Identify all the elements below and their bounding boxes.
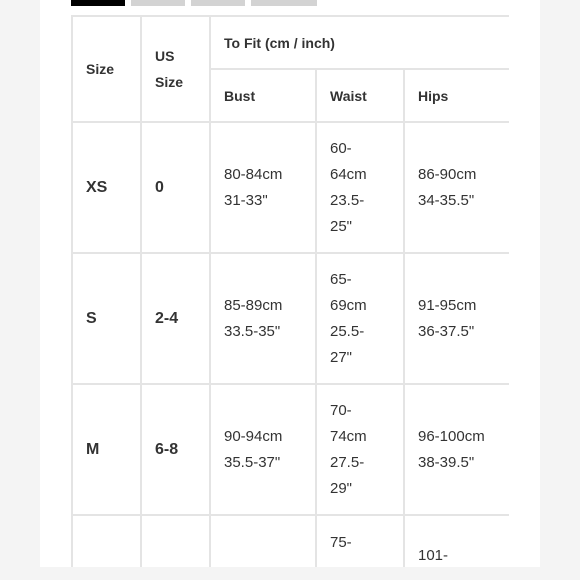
cell-hips-cm: 96-100cm (418, 427, 485, 445)
cell-size: XS (72, 122, 141, 253)
cell-waist (316, 384, 404, 515)
cell-bust-inch: 31-33" (224, 191, 268, 209)
cell-hips-cm: 91-95cm (418, 296, 477, 314)
cell-waist-line: 25.5- (330, 322, 365, 340)
header-bust: Bust (210, 69, 316, 122)
cell-waist-line: 27" (330, 348, 353, 366)
cell-hips (404, 253, 509, 384)
cell-waist (316, 122, 404, 253)
cell-bust-inch: 33.5-35" (224, 322, 281, 340)
size-chart-panel (40, 0, 540, 567)
table-row (72, 384, 509, 515)
cell-hips (404, 384, 509, 515)
cell-bust-cm: 80-84cm (224, 165, 283, 183)
table-row (72, 253, 509, 384)
cell-size: M (72, 384, 141, 515)
tab-4[interactable] (251, 0, 317, 6)
header-hips: Hips (404, 69, 509, 122)
header-us-size-line2: Size (155, 74, 184, 90)
cell-waist-line: 65- (330, 270, 352, 288)
cell-bust (210, 384, 316, 515)
cell-hips-cm: 101- (418, 547, 449, 564)
cell-bust-inch: 35.5-37" (224, 453, 281, 471)
cell-waist (316, 515, 404, 567)
size-table (71, 15, 509, 567)
cell-waist-line: 27.5- (330, 453, 365, 471)
tab-2[interactable] (131, 0, 185, 6)
cell-us-size: 0 (141, 122, 210, 253)
cell-bust (210, 253, 316, 384)
table-row (72, 122, 509, 253)
cell-size (72, 515, 141, 567)
header-us-size-line1: US (155, 48, 175, 64)
cell-bust (210, 515, 316, 567)
tab-3[interactable] (191, 0, 245, 6)
cell-us-size: 2-4 (141, 253, 210, 384)
cell-waist-line: 29" (330, 479, 353, 497)
cell-waist-line: 60- (330, 139, 352, 157)
table-header-row (72, 16, 509, 69)
cell-hips (404, 515, 509, 567)
cell-waist-line: 74cm (330, 427, 367, 445)
cell-bust-cm: 90-94cm (224, 427, 283, 445)
cell-us-size (141, 515, 210, 567)
cell-waist-line: 75- (330, 534, 352, 551)
cell-waist-line: 23.5- (330, 191, 365, 209)
header-us-size (141, 16, 210, 122)
cell-hips-inch: 36-37.5" (418, 322, 475, 340)
cell-hips-inch: 34-35.5" (418, 191, 475, 209)
cell-hips (404, 122, 509, 253)
cell-hips-inch: 38-39.5" (418, 453, 475, 471)
cell-waist-line: 25" (330, 217, 353, 235)
tab-1[interactable] (71, 0, 125, 6)
cell-waist-line: 69cm (330, 296, 367, 314)
cell-size: S (72, 253, 141, 384)
cell-waist-line: 70- (330, 401, 352, 419)
cell-waist-line: 64cm (330, 165, 367, 183)
cell-waist (316, 253, 404, 384)
header-to-fit: To Fit (cm / inch) (210, 16, 509, 69)
cell-bust (210, 122, 316, 253)
cell-bust-cm: 85-89cm (224, 296, 283, 314)
header-size: Size (72, 16, 141, 122)
header-waist: Waist (316, 69, 404, 122)
cell-us-size: 6-8 (141, 384, 210, 515)
table-row (72, 515, 509, 567)
size-table-scroll-area[interactable] (71, 15, 509, 567)
cell-hips-cm: 86-90cm (418, 165, 477, 183)
